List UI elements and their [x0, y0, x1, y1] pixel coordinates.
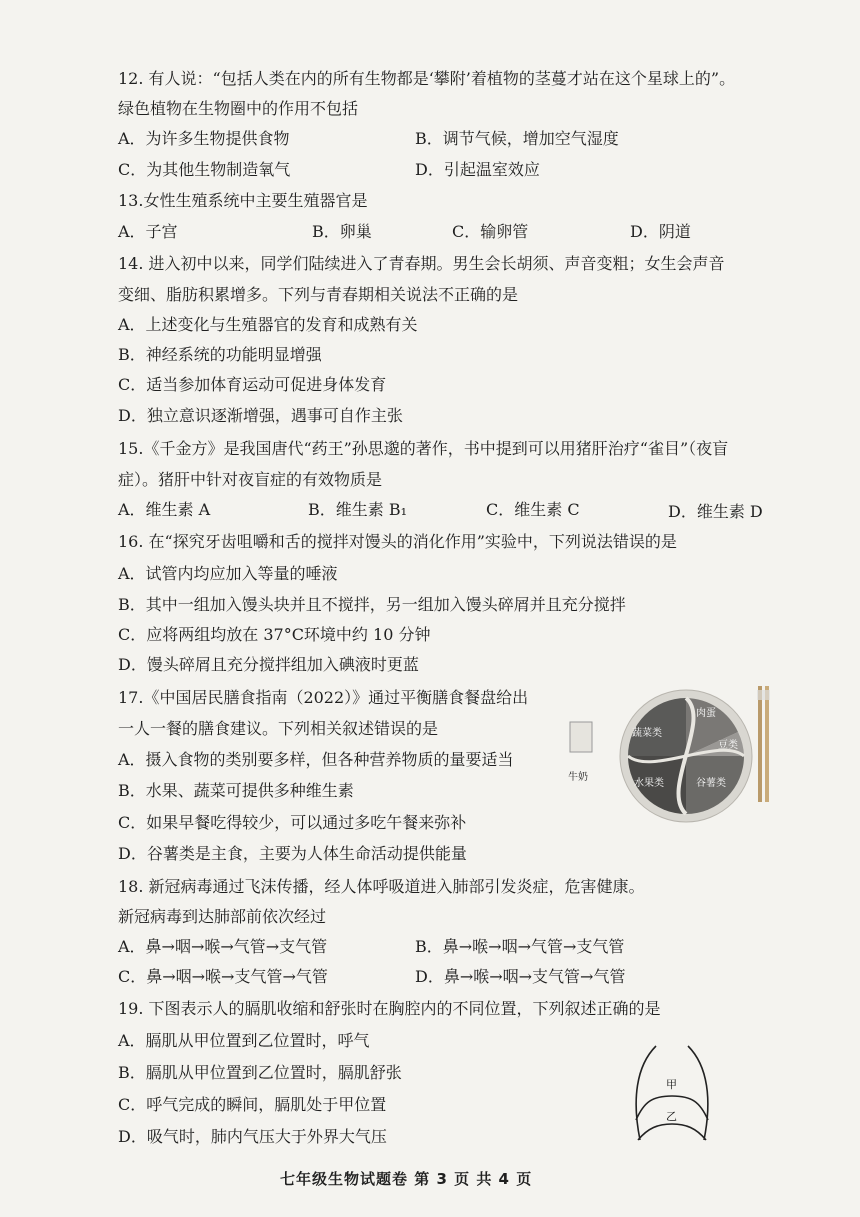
plate-label-meat-egg: 肉蛋	[696, 708, 716, 719]
q12-stem-line2: 绿色植物在生物圈中的作用不包括	[118, 99, 359, 118]
plate-label-fruit: 水果类	[634, 778, 664, 789]
q13-option-c: C．输卵管	[452, 222, 529, 241]
q16-option-c: C．应将两组均放在 37°C环境中约 10 分钟	[118, 625, 431, 644]
q14-option-c: C．适当参加体育运动可促进身体发育	[118, 375, 387, 394]
q13-stem: 13.女性生殖系统中主要生殖器官是	[118, 191, 368, 210]
diaphragm-label-yi: 乙	[666, 1110, 677, 1123]
q12-option-d: D．引起温室效应	[415, 160, 540, 179]
q13-option-d: D．阴道	[630, 222, 691, 241]
q18-option-a: A．鼻→咽→喉→气管→支气管	[118, 937, 328, 956]
q14-stem-line1: 14. 进入初中以来，同学们陆续进入了青春期。男生会长胡须、声音变粗；女生会声音	[118, 254, 725, 273]
q12-stem-line1: 12. 有人说：“包括人类在内的所有生物都是‘攀附’着植物的茎蔓才站在这个星球上的”。	[118, 69, 736, 88]
diaphragm-label-jia: 甲	[666, 1078, 677, 1091]
diet-plate-figure	[562, 680, 782, 830]
q15-option-b: B．维生素 B₁	[308, 500, 408, 519]
q18-option-c: C．鼻→咽→喉→支气管→气管	[118, 967, 328, 986]
diaphragm-figure	[622, 1040, 722, 1160]
plate-label-vegetables: 蔬菜类	[632, 728, 662, 739]
q19-option-c: C．呼气完成的瞬间，膈肌处于甲位置	[118, 1095, 387, 1114]
plate-label-beans: 豆类	[718, 740, 738, 751]
q18-option-b: B．鼻→喉→咽→气管→支气管	[415, 937, 625, 956]
q14-stem-line2: 变细、脂肪积累增多。下列与青春期相关说法不正确的是	[118, 285, 519, 304]
q17-stem-line1: 17.《中国居民膳食指南（2022）》通过平衡膳食餐盘给出	[118, 688, 529, 707]
q17-stem-line2: 一人一餐的膳食建议。下列相关叙述错误的是	[118, 719, 439, 738]
q18-stem-line1: 18. 新冠病毒通过飞沫传播，经人体呼吸道进入肺部引发炎症，危害健康。	[118, 877, 645, 896]
q15-option-a: A．维生素 A	[118, 500, 211, 519]
q15-option-d: D．维生素 D	[668, 502, 763, 521]
q15-stem-line2: 症）。猪肝中针对夜盲症的有效物质是	[118, 470, 383, 489]
q19-option-d: D．吸气时，肺内气压大于外界大气压	[118, 1127, 387, 1146]
q17-option-d: D．谷薯类是主食，主要为人体生命活动提供能量	[118, 844, 467, 863]
q19-option-b: B．膈肌从甲位置到乙位置时，膈肌舒张	[118, 1063, 402, 1082]
q16-stem: 16. 在“探究牙齿咀嚼和舌的搅拌对馒头的消化作用”实验中，下列说法错误的是	[118, 532, 677, 551]
q13-option-a: A．子宫	[118, 222, 178, 241]
page-footer: 七年级生物试题卷 第 3 页 共 4 页	[280, 1170, 533, 1188]
q13-option-b: B．卵巢	[312, 222, 372, 241]
q16-option-b: B．其中一组加入馒头块并且不搅拌，另一组加入馒头碎屑并且充分搅拌	[118, 595, 626, 614]
q15-option-c: C．维生素 C	[486, 500, 580, 519]
q17-option-c: C．如果早餐吃得较少，可以通过多吃午餐来弥补	[118, 813, 467, 832]
q12-option-b: B．调节气候，增加空气湿度	[415, 129, 619, 148]
q12-option-c: C．为其他生物制造氧气	[118, 160, 291, 179]
q17-option-a: A．摄入食物的类别要多样，但各种营养物质的量要适当	[118, 750, 514, 769]
q16-option-d: D．馒头碎屑且充分搅拌组加入碘液时更蓝	[118, 655, 419, 674]
q16-option-a: A．试管内均应加入等量的唾液	[118, 564, 338, 583]
q12-option-a: A．为许多生物提供食物	[118, 129, 290, 148]
q14-option-d: D．独立意识逐渐增强，遇事可自作主张	[118, 406, 403, 425]
q14-option-a: A．上述变化与生殖器官的发育和成熟有关	[118, 315, 418, 334]
q19-option-a: A．膈肌从甲位置到乙位置时，呼气	[118, 1031, 370, 1050]
q19-stem: 19. 下图表示人的膈肌收缩和舒张时在胸腔内的不同位置，下列叙述正确的是	[118, 999, 661, 1018]
plate-label-milk: 牛奶	[568, 772, 588, 783]
q17-option-b: B．水果、蔬菜可提供多种维生素	[118, 781, 354, 800]
q18-stem-line2: 新冠病毒到达肺部前依次经过	[118, 907, 327, 926]
plate-label-grains: 谷薯类	[696, 778, 726, 789]
q18-option-d: D．鼻→喉→咽→支气管→气管	[415, 967, 626, 986]
q15-stem-line1: 15.《千金方》是我国唐代“药王”孙思邈的著作，书中提到可以用猪肝治疗“雀目”（夜盲	[118, 439, 729, 458]
q14-option-b: B．神经系统的功能明显增强	[118, 345, 322, 364]
